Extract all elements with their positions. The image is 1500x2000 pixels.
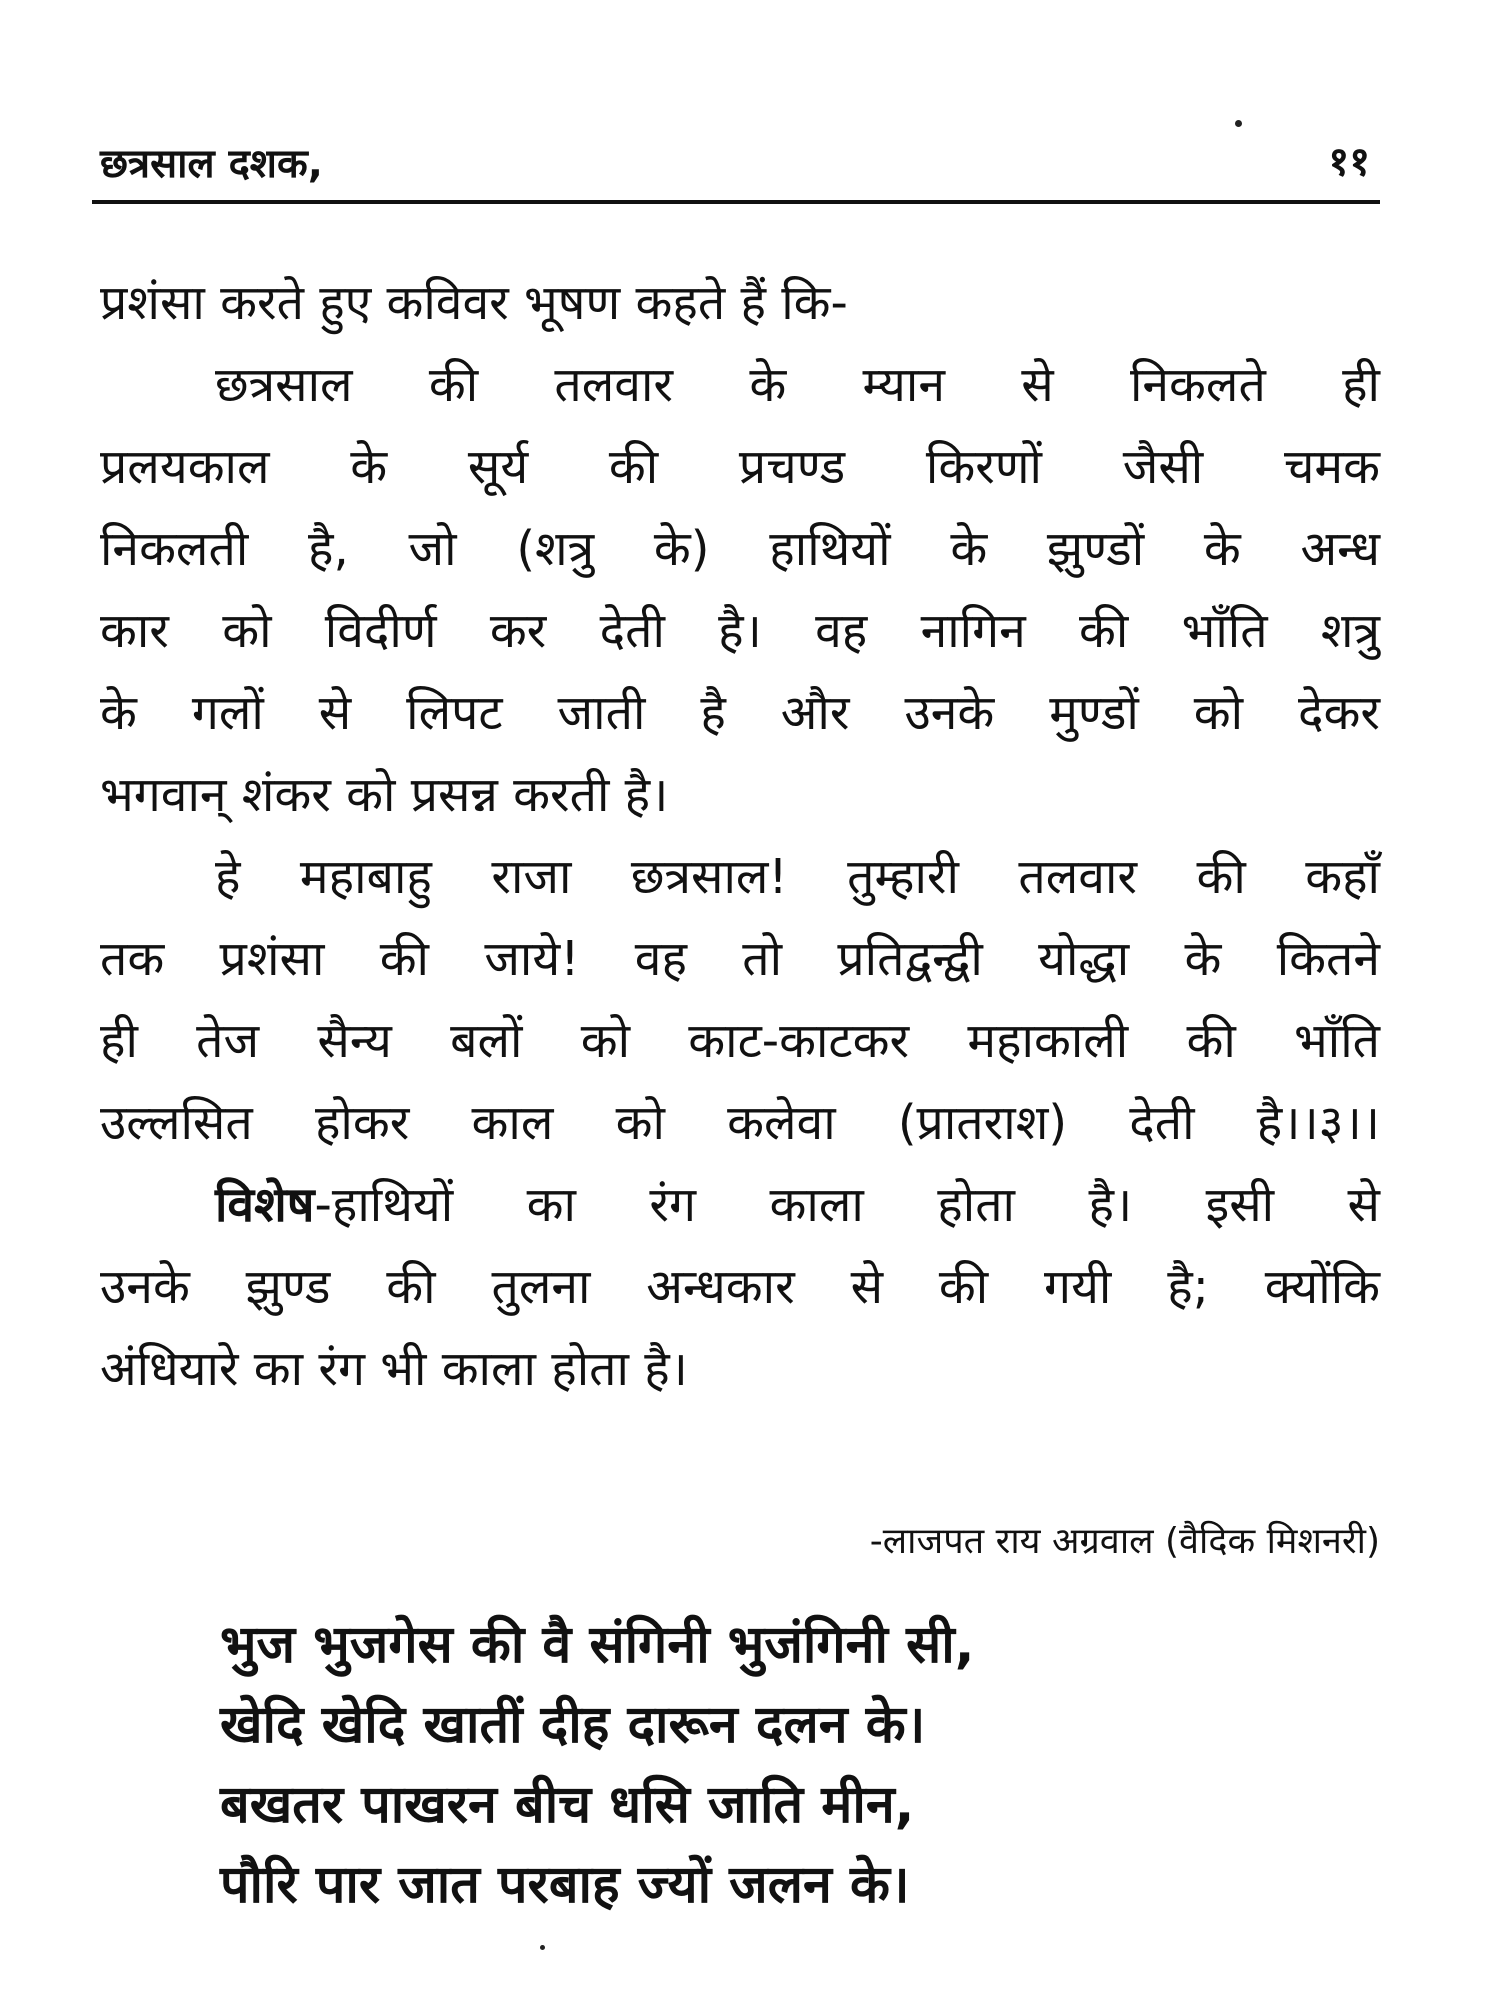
- print-speck: [1235, 120, 1242, 127]
- note-label: विशेष: [215, 1177, 315, 1233]
- page-header: [92, 130, 1380, 204]
- text-line: प्रशंसा करते हुए कविवर भूषण कहते हैं कि-: [100, 275, 848, 331]
- verse-block: [220, 1605, 974, 1925]
- note-text: -हाथियों का रंग काला होता है। इसी से: [314, 1177, 1380, 1233]
- text-line: प्रलयकाल के सूर्य की प्रचण्ड किरणों जैसी चमक: [100, 439, 1380, 495]
- text-line: तक प्रशंसा की जाये! वह तो प्रतिद्वन्द्वी योद्धा के कितने: [100, 931, 1380, 987]
- verse-line: पौरि पार जात परबाह ज्यों जलन के।: [220, 1855, 910, 1915]
- running-title: छत्रसाल दशक,: [100, 141, 323, 187]
- prose-body: [100, 262, 1380, 1410]
- text-line: अंधियारे का रंग भी काला होता है।: [100, 1341, 688, 1397]
- text-line: उनके झुण्ड की तुलना अन्धकार से की गयी है; क्योंकि: [100, 1259, 1380, 1315]
- verse-line: बखतर पाखरन बीच धसि जाति मीन,: [220, 1775, 915, 1835]
- page-number: ११: [1328, 139, 1370, 185]
- verse-line: भुज भुजगेस की वै संगिनी भुजंगिनी सी,: [220, 1615, 975, 1675]
- verse-line: खेदि खेदि खातीं दीह दारून दलन के।: [220, 1695, 926, 1755]
- text-line: के गलों से लिपट जाती है और उनके मुण्डों को देकर: [100, 685, 1380, 741]
- text-line: छत्रसाल की तलवार के म्यान से निकलते ही: [215, 357, 1380, 413]
- print-speck: [540, 1945, 545, 1950]
- text-line: भगवान् शंकर को प्रसन्न करती है।: [100, 767, 669, 823]
- text-line: उल्लसित होकर काल को कलेवा (प्रातराश) देती है।।३।।: [100, 1095, 1380, 1151]
- text-line: ही तेज सैन्य बलों को काट-काटकर महाकाली की भाँति: [100, 1013, 1380, 1069]
- text-line: हे महाबाहु राजा छत्रसाल! तुम्हारी तलवार की कहाँ: [215, 849, 1380, 905]
- attribution: -लाजपत राय अग्रवाल (वैदिक मिशनरी): [869, 1521, 1380, 1562]
- note-first-line: [100, 1164, 1380, 1246]
- text-line: निकलती है, जो (शत्रु के) हाथियों के झुण्डों के अन्ध: [100, 521, 1380, 577]
- text-line: कार को विदीर्ण कर देती है। वह नागिन की भाँति शत्रु: [100, 603, 1380, 659]
